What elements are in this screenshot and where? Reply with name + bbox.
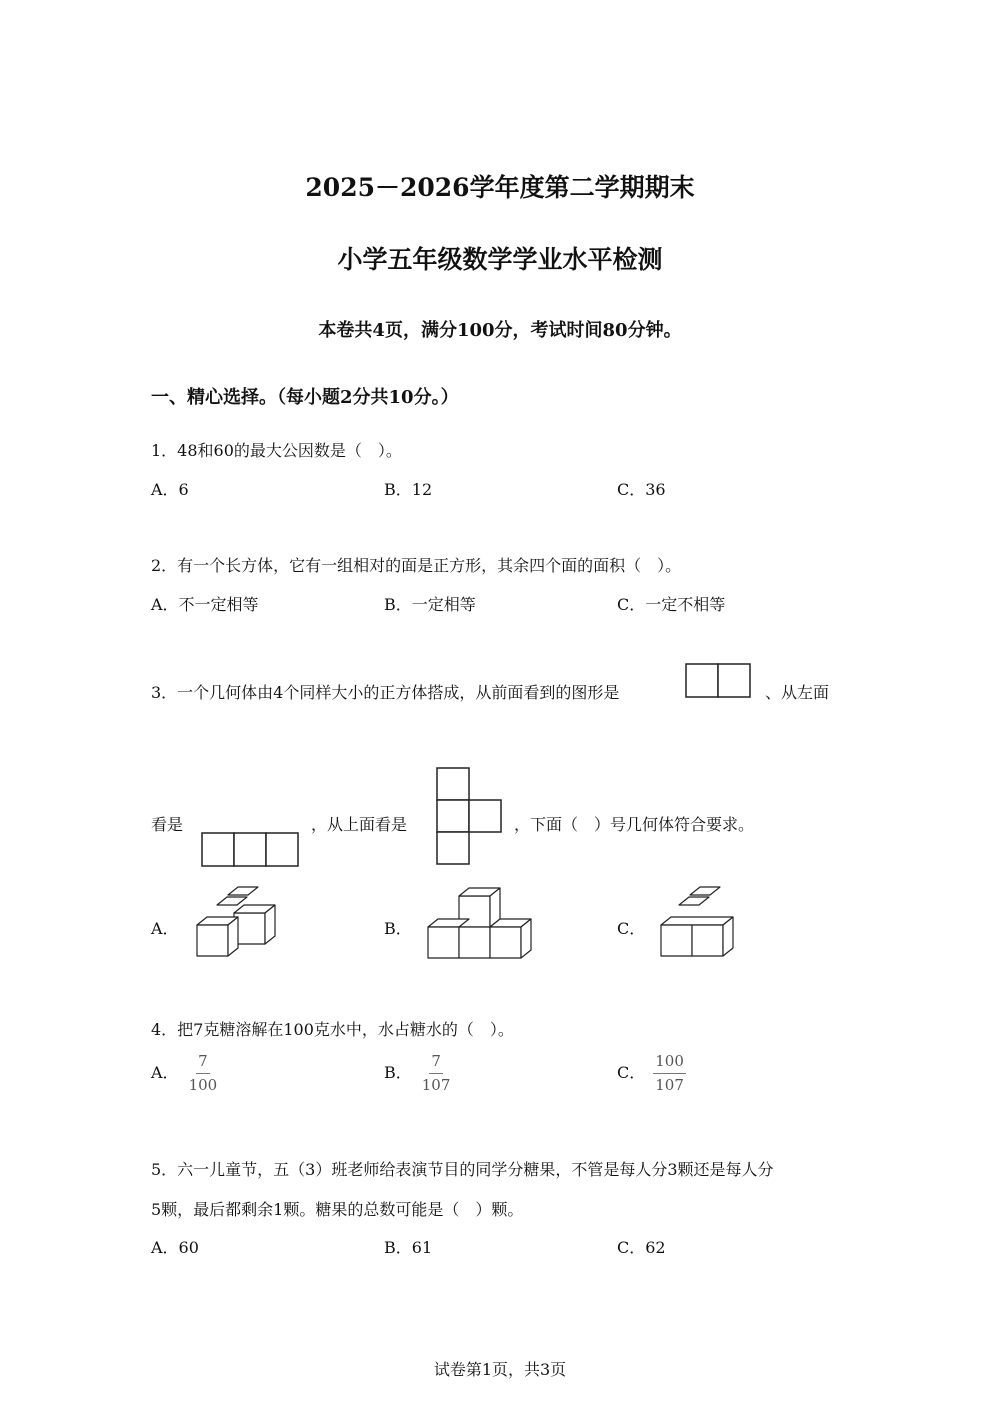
top-view-figure — [436, 767, 504, 867]
question-4-option-a — [151, 1054, 219, 1093]
solid-a-figure — [190, 892, 285, 962]
question-2-option-b: B．一定相等 — [384, 595, 476, 614]
left-view-figure — [201, 832, 301, 868]
question-5-text-line2: 5颗，最后都剩余1颗。糖果的总数可能是（ ）颗。 — [151, 1200, 524, 1219]
question-1-option-a: A．6 — [151, 480, 189, 499]
question-5-text-line1: 5．六一儿童节，五（3）班老师给表演节目的同学分糖果，不管是每人分3颗还是每人分 — [151, 1160, 774, 1179]
numerator: 7 — [429, 1054, 443, 1074]
question-3-text-part1: 3．一个几何体由4个同样大小的正方体搭成，从前面看到的图形是 — [151, 683, 620, 702]
question-1-option-c: C．36 — [617, 480, 666, 499]
denominator: 100 — [188, 1076, 218, 1094]
option-label: A． — [151, 1063, 179, 1082]
question-2-option-c: C．一定不相等 — [617, 595, 726, 614]
question-3-text-part2: 、从左面 — [765, 683, 830, 702]
denominator: 107 — [655, 1076, 684, 1094]
question-3-option-c: C． — [617, 919, 646, 938]
question-3-option-b: B． — [384, 919, 412, 938]
question-5-option-c: C．62 — [617, 1238, 666, 1257]
option-label: B． — [384, 1063, 412, 1082]
question-1-option-b: B．12 — [384, 480, 433, 499]
section-heading: 一、精心选择。（每小题2分共10分。） — [151, 387, 459, 408]
solid-c-figure — [660, 892, 745, 962]
question-4-option-b — [384, 1054, 452, 1093]
question-3-text-part5: ，下面（ ）号几何体符合要求。 — [514, 815, 755, 834]
question-3-text-part3: 看是 — [151, 815, 184, 834]
exam-title-line1: 2025－2026学年度第二学期期末 — [305, 173, 695, 202]
numerator: 100 — [653, 1054, 686, 1074]
question-5-option-b: B．61 — [384, 1238, 433, 1257]
fraction — [187, 1054, 220, 1093]
question-2-text: 2．有一个长方体，它有一组相对的面是正方形，其余四个面的面积（ ）。 — [151, 556, 682, 575]
question-5-option-a: A．60 — [151, 1238, 199, 1257]
question-1-text: 1．48和60的最大公因数是（ ）。 — [151, 441, 402, 460]
question-3-option-a: A． — [151, 919, 179, 938]
exam-title-line2: 小学五年级数学学业水平检测 — [337, 245, 663, 274]
question-3-text-part4: ，从上面看是 — [311, 815, 408, 834]
exam-info: 本卷共4页，满分100分，考试时间80分钟。 — [318, 320, 682, 341]
question-2-option-a: A．不一定相等 — [151, 595, 259, 614]
page-footer: 试卷第1页，共3页 — [433, 1360, 567, 1379]
numerator: 7 — [196, 1054, 210, 1074]
denominator: 107 — [421, 1076, 451, 1094]
fraction — [653, 1054, 686, 1093]
solid-b-figure — [427, 882, 537, 962]
front-view-figure — [685, 663, 753, 699]
option-label: C． — [617, 1063, 646, 1082]
question-4-option-c — [617, 1054, 686, 1093]
fraction — [420, 1054, 453, 1093]
question-4-text: 4．把7克糖溶解在100克水中，水占糖水的（ ）。 — [151, 1020, 514, 1039]
